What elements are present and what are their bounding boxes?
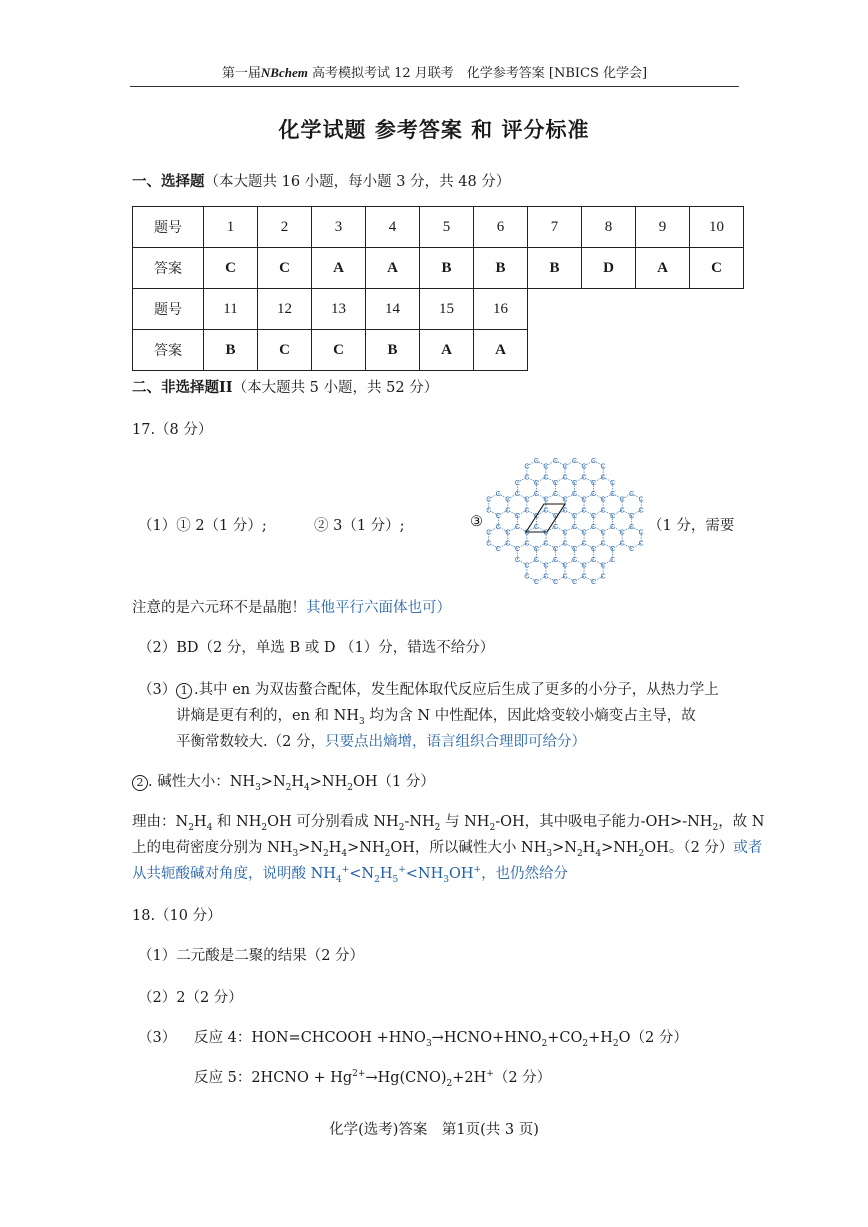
- nbchem-logo: NBchem: [260, 65, 308, 80]
- lattice-atom: C: [552, 546, 559, 553]
- lattice-atom: C: [571, 546, 578, 553]
- lattice-atom: C: [591, 557, 597, 564]
- lattice-atom: C: [552, 458, 559, 465]
- lattice-atom: C: [543, 496, 549, 504]
- lattice-atom: C: [514, 491, 520, 498]
- lattice-atom: C: [533, 458, 539, 465]
- lattice-atom: C: [610, 513, 616, 520]
- lattice-atom: C: [571, 458, 578, 465]
- lattice-atom: C: [591, 513, 597, 520]
- lattice-atom: C: [610, 480, 616, 487]
- lattice-atom: C: [581, 463, 587, 471]
- lattice-atom: C: [552, 579, 559, 584]
- table-cell: B: [366, 330, 420, 371]
- table-cell: A: [366, 248, 420, 289]
- q17-part2: （2）BD（2 分，单选 B 或 D （1）分，错选不给分）: [138, 640, 495, 656]
- lattice-atom: C: [514, 557, 520, 564]
- table-cell: A: [636, 248, 690, 289]
- lattice-atom: C: [543, 529, 549, 537]
- lattice-atom: C: [638, 507, 644, 515]
- lattice-atom: C: [581, 540, 587, 548]
- table-cell: 15: [420, 289, 474, 330]
- table-cell: B: [528, 248, 582, 289]
- q17-part1b: ② 3（1 分）;: [314, 518, 405, 534]
- q17-part1a: （1）① 2（1 分）;: [138, 518, 267, 534]
- table-cell: B: [474, 248, 528, 289]
- lattice-atom: C: [533, 480, 539, 487]
- q17-title: 17.（8 分）: [132, 422, 213, 438]
- page-header: 第一届NBchem 高考模拟考试 12 月联考 化学参考答案 [NBICS 化学会]: [221, 65, 648, 81]
- lattice-atom: C: [610, 557, 616, 564]
- table-cell: B: [204, 330, 258, 371]
- lattice-atom: C: [505, 496, 511, 504]
- table-cell: C: [312, 330, 366, 371]
- lattice-atom: C: [571, 579, 578, 584]
- lattice-atom: C: [524, 562, 530, 570]
- q17-reason-line2: 上的电荷密度分别为 $NH_3>N_2H_4>NH_2OH$，所以碱性大小 $NH_3>N_2H_4>NH_2OH$。（2 分）或者: [132, 840, 763, 859]
- table-cell: 10: [690, 207, 744, 248]
- lattice-atom: C: [571, 524, 578, 531]
- answer-table: [132, 206, 744, 371]
- lattice-atom: C: [533, 557, 539, 564]
- q17-part1d: （1 分，需要: [648, 518, 735, 534]
- lattice-atom: C: [600, 507, 606, 515]
- lattice-atom: C: [533, 513, 539, 520]
- lattice-atom: C: [543, 540, 549, 548]
- lattice-atom: C: [600, 540, 606, 548]
- lattice-atom: C: [486, 529, 492, 537]
- lattice-atom: C: [543, 573, 549, 581]
- lattice-atom: C: [571, 513, 578, 520]
- lattice-atom: C: [514, 480, 520, 487]
- table-cell: 11: [204, 289, 258, 330]
- table-cell: 7: [528, 207, 582, 248]
- lattice-atom: C: [591, 579, 597, 584]
- q18-reaction5: 反应 5：2HCNO + $Hg^{2+}\to Hg(CNO)_2+2H^+(2$ 分）: [194, 1069, 552, 1089]
- lattice-atom: C: [562, 463, 568, 471]
- table-cell: A: [420, 330, 474, 371]
- lattice-atom: C: [495, 546, 501, 553]
- lattice-atom: C: [638, 540, 644, 548]
- table-cell: 2: [258, 207, 312, 248]
- lattice-atom: C: [638, 496, 644, 504]
- table-header-cell: 答案: [133, 330, 204, 371]
- table-cell: 1: [204, 207, 258, 248]
- table-row: [133, 289, 744, 330]
- lattice-atom: C: [562, 496, 568, 504]
- q17-part3-line2: 讲熵是更有利的，en 和 $NH_3$ 均为含 N 中性配体，因此焓变较小熵变占主导，故: [176, 708, 696, 727]
- lattice-atom: C: [629, 524, 635, 531]
- table-cell: C: [690, 248, 744, 289]
- q18-part3-num: （3）: [138, 1030, 177, 1046]
- lattice-atom: C: [619, 529, 625, 537]
- q17-note: 注意的是六元环不是晶胞！其他平行六面体也可）: [132, 600, 451, 616]
- lattice-atom: C: [619, 540, 625, 548]
- lattice-atom: C: [514, 513, 520, 520]
- lattice-atom: C: [514, 524, 520, 531]
- lattice-atom: C: [629, 513, 635, 520]
- lattice-atom: C: [629, 491, 635, 498]
- graphite-lattice-diagram: [486, 458, 644, 584]
- lattice-atom: C: [543, 463, 549, 471]
- lattice-atom: C: [562, 573, 568, 581]
- lattice-atom: C: [524, 496, 530, 504]
- table-cell: C: [204, 248, 258, 289]
- lattice-atom: C: [533, 546, 539, 553]
- q17-part1c: ③: [470, 514, 483, 530]
- table-cell: B: [420, 248, 474, 289]
- section-2-heading: 二、非选择题II（本大题共 5 小题，共 52 分）: [132, 379, 439, 396]
- table-cell: 6: [474, 207, 528, 248]
- q17-part3-num: （3） 1: [138, 678, 192, 699]
- table-cell: 9: [636, 207, 690, 248]
- lattice-atom: C: [591, 480, 597, 487]
- table-cell: A: [474, 330, 528, 371]
- lattice-atom: C: [533, 491, 539, 498]
- lattice-atom: C: [600, 496, 606, 504]
- lattice-atom: C: [524, 463, 530, 471]
- table-row: [133, 248, 744, 289]
- lattice-atom: C: [600, 529, 606, 537]
- table-cell: 16: [474, 289, 528, 330]
- lattice-atom: C: [600, 474, 606, 482]
- table-cell: 4: [366, 207, 420, 248]
- lattice-atom: C: [533, 579, 539, 584]
- lattice-atom: C: [524, 507, 530, 515]
- lattice-atom: C: [610, 524, 616, 531]
- table-cell: 5: [420, 207, 474, 248]
- lattice-atom: C: [591, 524, 597, 531]
- lattice-atom: C: [524, 540, 530, 548]
- lattice-atom: C: [514, 546, 520, 553]
- lattice-atom: C: [533, 524, 539, 531]
- table-cell: C: [258, 248, 312, 289]
- lattice-atom: C: [524, 474, 530, 482]
- q18-reaction4: 反应 4：HON=CHCOOH $+HNO_3\to HCNO+HNO_2+CO_2+H_2O(2$ 分）: [194, 1030, 688, 1049]
- lattice-atom: C: [524, 529, 530, 537]
- q17-reason-line1: 理由：$N_2H_4$ 和 $NH_2OH$ 可分别看成 $NH_2-NH_2$ 与 $NH_2-OH$，其中吸电子能力$-OH>-NH_2$，故 N: [132, 814, 765, 833]
- lattice-atom: C: [524, 573, 530, 581]
- lattice-atom: C: [591, 546, 597, 553]
- q17-part3-line1: .其中 en 为双齿螯合配体，发生配体取代反应后生成了更多的小分子，从热力学上: [194, 682, 719, 698]
- lattice-atom: C: [495, 491, 501, 498]
- table-cell: 13: [312, 289, 366, 330]
- lattice-atom: C: [571, 557, 578, 564]
- lattice-atom: C: [581, 562, 587, 570]
- q18-part1: （1）二元酸是二聚的结果（2 分）: [138, 948, 365, 964]
- lattice-atom: C: [610, 491, 616, 498]
- lattice-atom: C: [629, 546, 635, 553]
- lattice-atom: C: [581, 496, 587, 504]
- table-row: [133, 207, 744, 248]
- lattice-atom: C: [600, 562, 606, 570]
- header-rule: [130, 86, 739, 87]
- lattice-atom: C: [552, 524, 559, 531]
- table-cell: 14: [366, 289, 420, 330]
- lattice-atom: C: [562, 507, 568, 515]
- table-cell: C: [258, 330, 312, 371]
- lattice-atom: C: [505, 529, 511, 537]
- lattice-atom: C: [610, 546, 616, 553]
- table-header-cell: 题号: [133, 289, 204, 330]
- lattice-atom: C: [543, 474, 549, 482]
- lattice-atom: C: [562, 540, 568, 548]
- section-1-heading: 一、选择题（本大题共 16 小题，每小题 3 分，共 48 分）: [132, 173, 511, 190]
- lattice-atom: C: [591, 458, 597, 465]
- lattice-atom: C: [581, 474, 587, 482]
- table-header-cell: 题号: [133, 207, 204, 248]
- q17-part3-line3: 平衡常数较大.（2 分，只要点出熵增，语言组织合理即可给分）: [176, 734, 586, 750]
- lattice-atom: C: [505, 507, 511, 515]
- circled-1: 1: [176, 683, 192, 699]
- lattice-atom: C: [543, 562, 549, 570]
- lattice-atom: C: [552, 557, 559, 564]
- table-cell: 8: [582, 207, 636, 248]
- table-cell: 3: [312, 207, 366, 248]
- lattice-atom: C: [562, 529, 568, 537]
- table-cell: D: [582, 248, 636, 289]
- page-footer: 化学(选考)答案 第1页(共 3 页): [329, 1122, 539, 1138]
- page-title: 化学试题 参考答案 和 评分标准: [278, 117, 590, 142]
- circled-2: 2: [132, 775, 148, 791]
- lattice-atom: C: [571, 480, 578, 487]
- table-row: [133, 330, 744, 371]
- lattice-atom: C: [638, 529, 644, 537]
- lattice-atom: C: [571, 491, 578, 498]
- lattice-atom: C: [543, 507, 549, 515]
- table-cell: A: [312, 248, 366, 289]
- lattice-atom: C: [619, 496, 625, 504]
- table-header-cell: 答案: [133, 248, 204, 289]
- lattice-atom: C: [495, 513, 501, 520]
- lattice-atom: C: [562, 562, 568, 570]
- lattice-atom: C: [619, 507, 625, 515]
- lattice-atom: C: [486, 540, 492, 548]
- q18-title: 18.（10 分）: [132, 908, 222, 924]
- q18-part2: （2）2（2 分）: [138, 990, 243, 1006]
- table-cell: 12: [258, 289, 312, 330]
- lattice-atom: C: [600, 573, 606, 581]
- lattice-atom: C: [495, 524, 501, 531]
- lattice-atom: C: [562, 474, 568, 482]
- lattice-atom: C: [552, 513, 559, 520]
- lattice-atom: C: [486, 507, 492, 515]
- lattice-atom: C: [591, 491, 597, 498]
- lattice-atom: C: [486, 496, 492, 504]
- lattice-atom: C: [600, 463, 606, 471]
- lattice-atom: C: [552, 480, 559, 487]
- lattice-atom: C: [505, 540, 511, 548]
- q17-reason-line3: 从共轭酸碱对角度，说明酸 $NH_4^+<N_2H_5^+<NH_3OH^+$，也仍然给分: [132, 865, 569, 885]
- lattice-atom: C: [552, 491, 559, 498]
- lattice-atom: C: [581, 573, 587, 581]
- lattice-atom: C: [581, 529, 587, 537]
- lattice-atom: C: [581, 507, 587, 515]
- q17-basicity: 2 . 碱性大小：$NH_3>N_2H_4>NH_2OH(1$ 分）: [132, 770, 435, 791]
